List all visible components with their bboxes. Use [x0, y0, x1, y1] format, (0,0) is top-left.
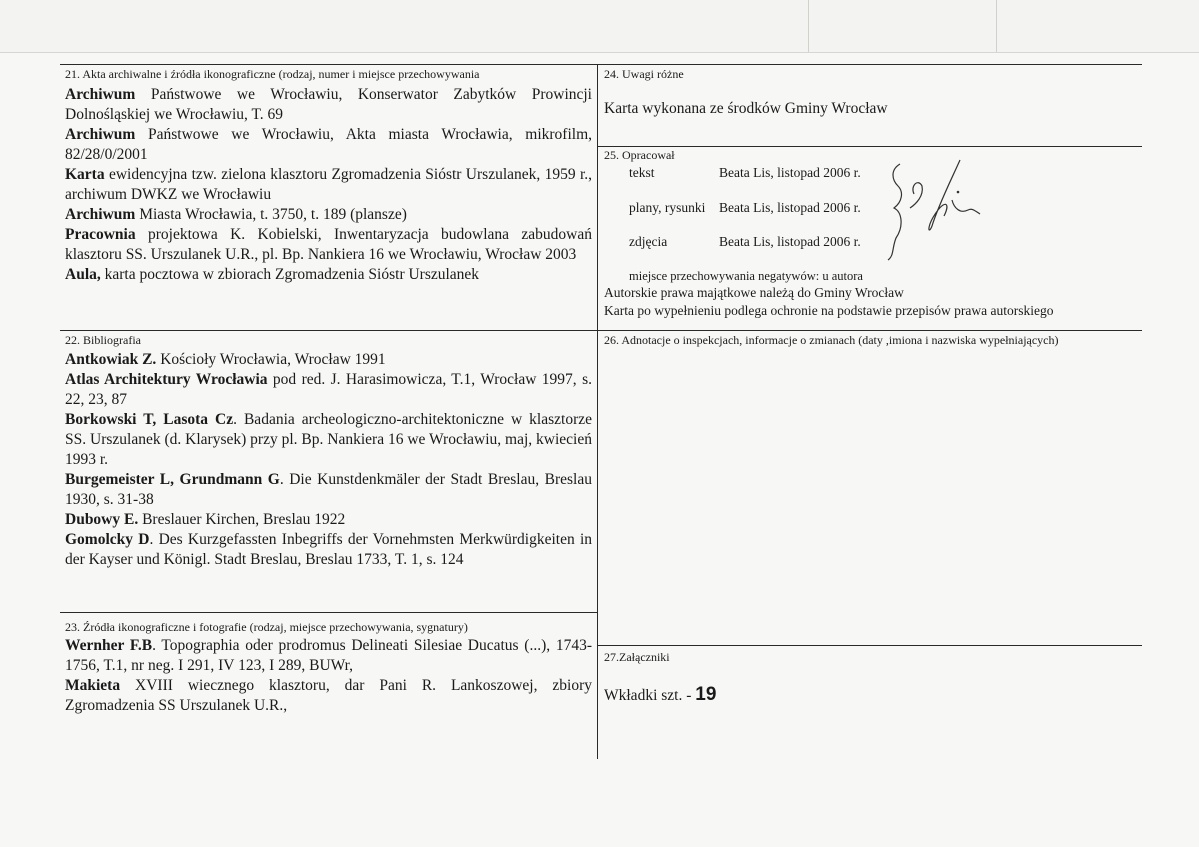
- attachments-label: Wkładki szt. -: [604, 687, 692, 704]
- row-divider-upper: [60, 330, 1142, 331]
- author-row-value: Beata Lis, listopad 2006 r.: [719, 165, 861, 180]
- section-21-entries: [65, 85, 592, 285]
- section-22-header: 22. Bibliografia: [65, 333, 141, 347]
- negatives-location: miejsce przechowywania negatywów: u autora: [629, 269, 863, 283]
- entry-text: Breslauer Kirchen, Breslau 1922: [138, 511, 346, 528]
- section-21-header: 21. Akta archiwalne i źródła ikonograficzne (rodzaj, numer i miejsce przechowywania: [65, 67, 480, 81]
- archive-entry: [65, 165, 592, 205]
- section-25-header: 25. Opracował: [604, 148, 675, 162]
- row-divider-26-27: [598, 645, 1142, 646]
- bibliography-entry: [65, 410, 592, 470]
- entry-text: . Topographia oder prodromus Delineati Silesiae Ducatus (...), 1743-1756, T.1, nr neg. I 291, IV 123, I 289, BUWr,: [65, 637, 592, 674]
- entry-text: . Badania archeologiczno-architektoniczne w klasztorze SS. Urszulanek (d. Klarysek) przy pl. Bp. Nankiera 16 we Wrocławiu, maj, kwiecień 1993 r.: [65, 411, 592, 468]
- entry-keyword: Atlas Architektury Wrocławia: [65, 371, 268, 388]
- section-24-header: 24. Uwagi różne: [604, 67, 684, 81]
- section-24-text: Karta wykonana ze środków Gminy Wrocław: [604, 100, 888, 117]
- entry-text: projektowa K. Kobielski, Inwentaryzacja budowlana zabudowań klasztoru SS. Urszulanek U.R., pl. Bp. Nankiera 16 we Wrocławiu, Wrocław 2003: [65, 226, 592, 263]
- entry-text: pod red. J. Harasimowicza, T.1, Wrocław 1997, s. 22, 23, 87: [65, 371, 592, 408]
- section-26: [604, 333, 1074, 348]
- entry-text: karta pocztowa w zbiorach Zgromadzenia Sióstr Urszulanek: [100, 266, 480, 283]
- entry-text: Kościoły Wrocławia, Wrocław 1991: [156, 351, 386, 368]
- bibliography-entry: [65, 350, 592, 370]
- column-divider: [597, 64, 598, 759]
- entry-keyword: Aula,: [65, 266, 101, 283]
- attachments-count: 19: [695, 684, 717, 705]
- bibliography-entry: [65, 510, 592, 530]
- attachments-line: [604, 685, 1139, 706]
- bibliography-entry: [65, 370, 592, 410]
- margin-mark: [808, 0, 809, 52]
- entry-text: . Die Kunstdenkmäler der Stadt Breslau, Breslau 1930, s. 31-38: [65, 471, 592, 508]
- entry-keyword: Makieta: [65, 677, 121, 694]
- copyright-owner: Autorskie prawa majątkowe należą do Gminy Wrocław: [604, 285, 904, 300]
- entry-keyword: Pracownia: [65, 226, 136, 243]
- entry-text: Państwowe we Wrocławiu, Konserwator Zabytków Prowincji Dolnośląskiej we Wrocławiu, T. 69: [65, 86, 592, 123]
- handwritten-signature: [886, 156, 996, 266]
- copyright-protection: Karta po wypełnieniu podlega ochronie na podstawie przepisów prawa autorskiego: [604, 303, 1054, 318]
- iconographic-entry: [65, 676, 592, 716]
- bibliography-entry: [65, 530, 592, 570]
- entry-keyword: Borkowski T, Lasota Cz: [65, 411, 234, 428]
- author-row-label: zdjęcia: [629, 234, 668, 249]
- author-row-label: plany, rysunki: [629, 200, 706, 215]
- margin-mark: [996, 0, 997, 52]
- section-27-header: 27.Załączniki: [604, 650, 670, 664]
- section-27: [604, 650, 1139, 706]
- archive-entry: [65, 205, 592, 225]
- author-row-value: Beata Lis, listopad 2006 r.: [719, 200, 861, 215]
- section-23: [65, 620, 592, 716]
- entry-keyword: Gomolcky D: [65, 531, 150, 548]
- section-21: [65, 67, 592, 285]
- archive-entry: [65, 265, 592, 285]
- entry-keyword: Archiwum: [65, 126, 136, 143]
- entry-keyword: Wernher F.B: [65, 637, 153, 654]
- entry-text: ewidencyjna tzw. zielona klasztoru Zgromadzenia Sióstr Urszulanek, 1959 r., archiwum DWKZ we Wrocławiu: [65, 166, 592, 203]
- iconographic-entry: [65, 636, 592, 676]
- scan-top-margin: [0, 0, 1199, 53]
- author-row-label: tekst: [629, 165, 655, 180]
- section-23-header: 23. Źródła ikonograficzne i fotografie (rodzaj, miejsce przechowywania, sygnatury): [65, 620, 468, 634]
- bibliography-entry: [65, 470, 592, 510]
- entry-keyword: Archiwum: [65, 206, 136, 223]
- section-26-header: 26. Adnotacje o inspekcjach, informacje o zmianach (daty ,imiona i nazwiska wypełniających): [604, 333, 1059, 347]
- entry-text: . Des Kurzgefassten Inbegriffs der Vornehmsten Merkwürdigkeiten in der Kayser und Königl. Stadt Breslau, Breslau 1733, T. 1, s. 124: [65, 531, 592, 568]
- entry-keyword: Antkowiak Z.: [65, 351, 157, 368]
- archive-entry: [65, 225, 592, 265]
- section-22: [65, 333, 592, 570]
- row-divider-22-23: [60, 612, 597, 613]
- table-top-border: [60, 64, 1142, 65]
- entry-text: XVIII wiecznego klasztoru, dar Pani R. Lankoszowej, zbiory Zgromadzenia SS Urszulanek U.R.,: [65, 677, 592, 714]
- entry-keyword: Karta: [65, 166, 105, 183]
- author-row-value: Beata Lis, listopad 2006 r.: [719, 234, 861, 249]
- entry-text: Państwowe we Wrocławiu, Akta miasta Wrocławia, mikrofilm, 82/28/0/2001: [65, 126, 592, 163]
- row-divider-24-25: [598, 146, 1142, 147]
- entry-keyword: Burgemeister L, Grundmann G: [65, 471, 280, 488]
- entry-keyword: Archiwum: [65, 86, 136, 103]
- section-23-entries: [65, 636, 592, 716]
- entry-keyword: Dubowy E.: [65, 511, 139, 528]
- entry-text: Miasta Wrocławia, t. 3750, t. 189 (plansze): [135, 206, 407, 223]
- section-25: [604, 148, 1139, 328]
- section-24: [604, 67, 1139, 119]
- archive-entry: [65, 85, 592, 125]
- section-22-entries: [65, 350, 592, 570]
- archive-entry: [65, 125, 592, 165]
